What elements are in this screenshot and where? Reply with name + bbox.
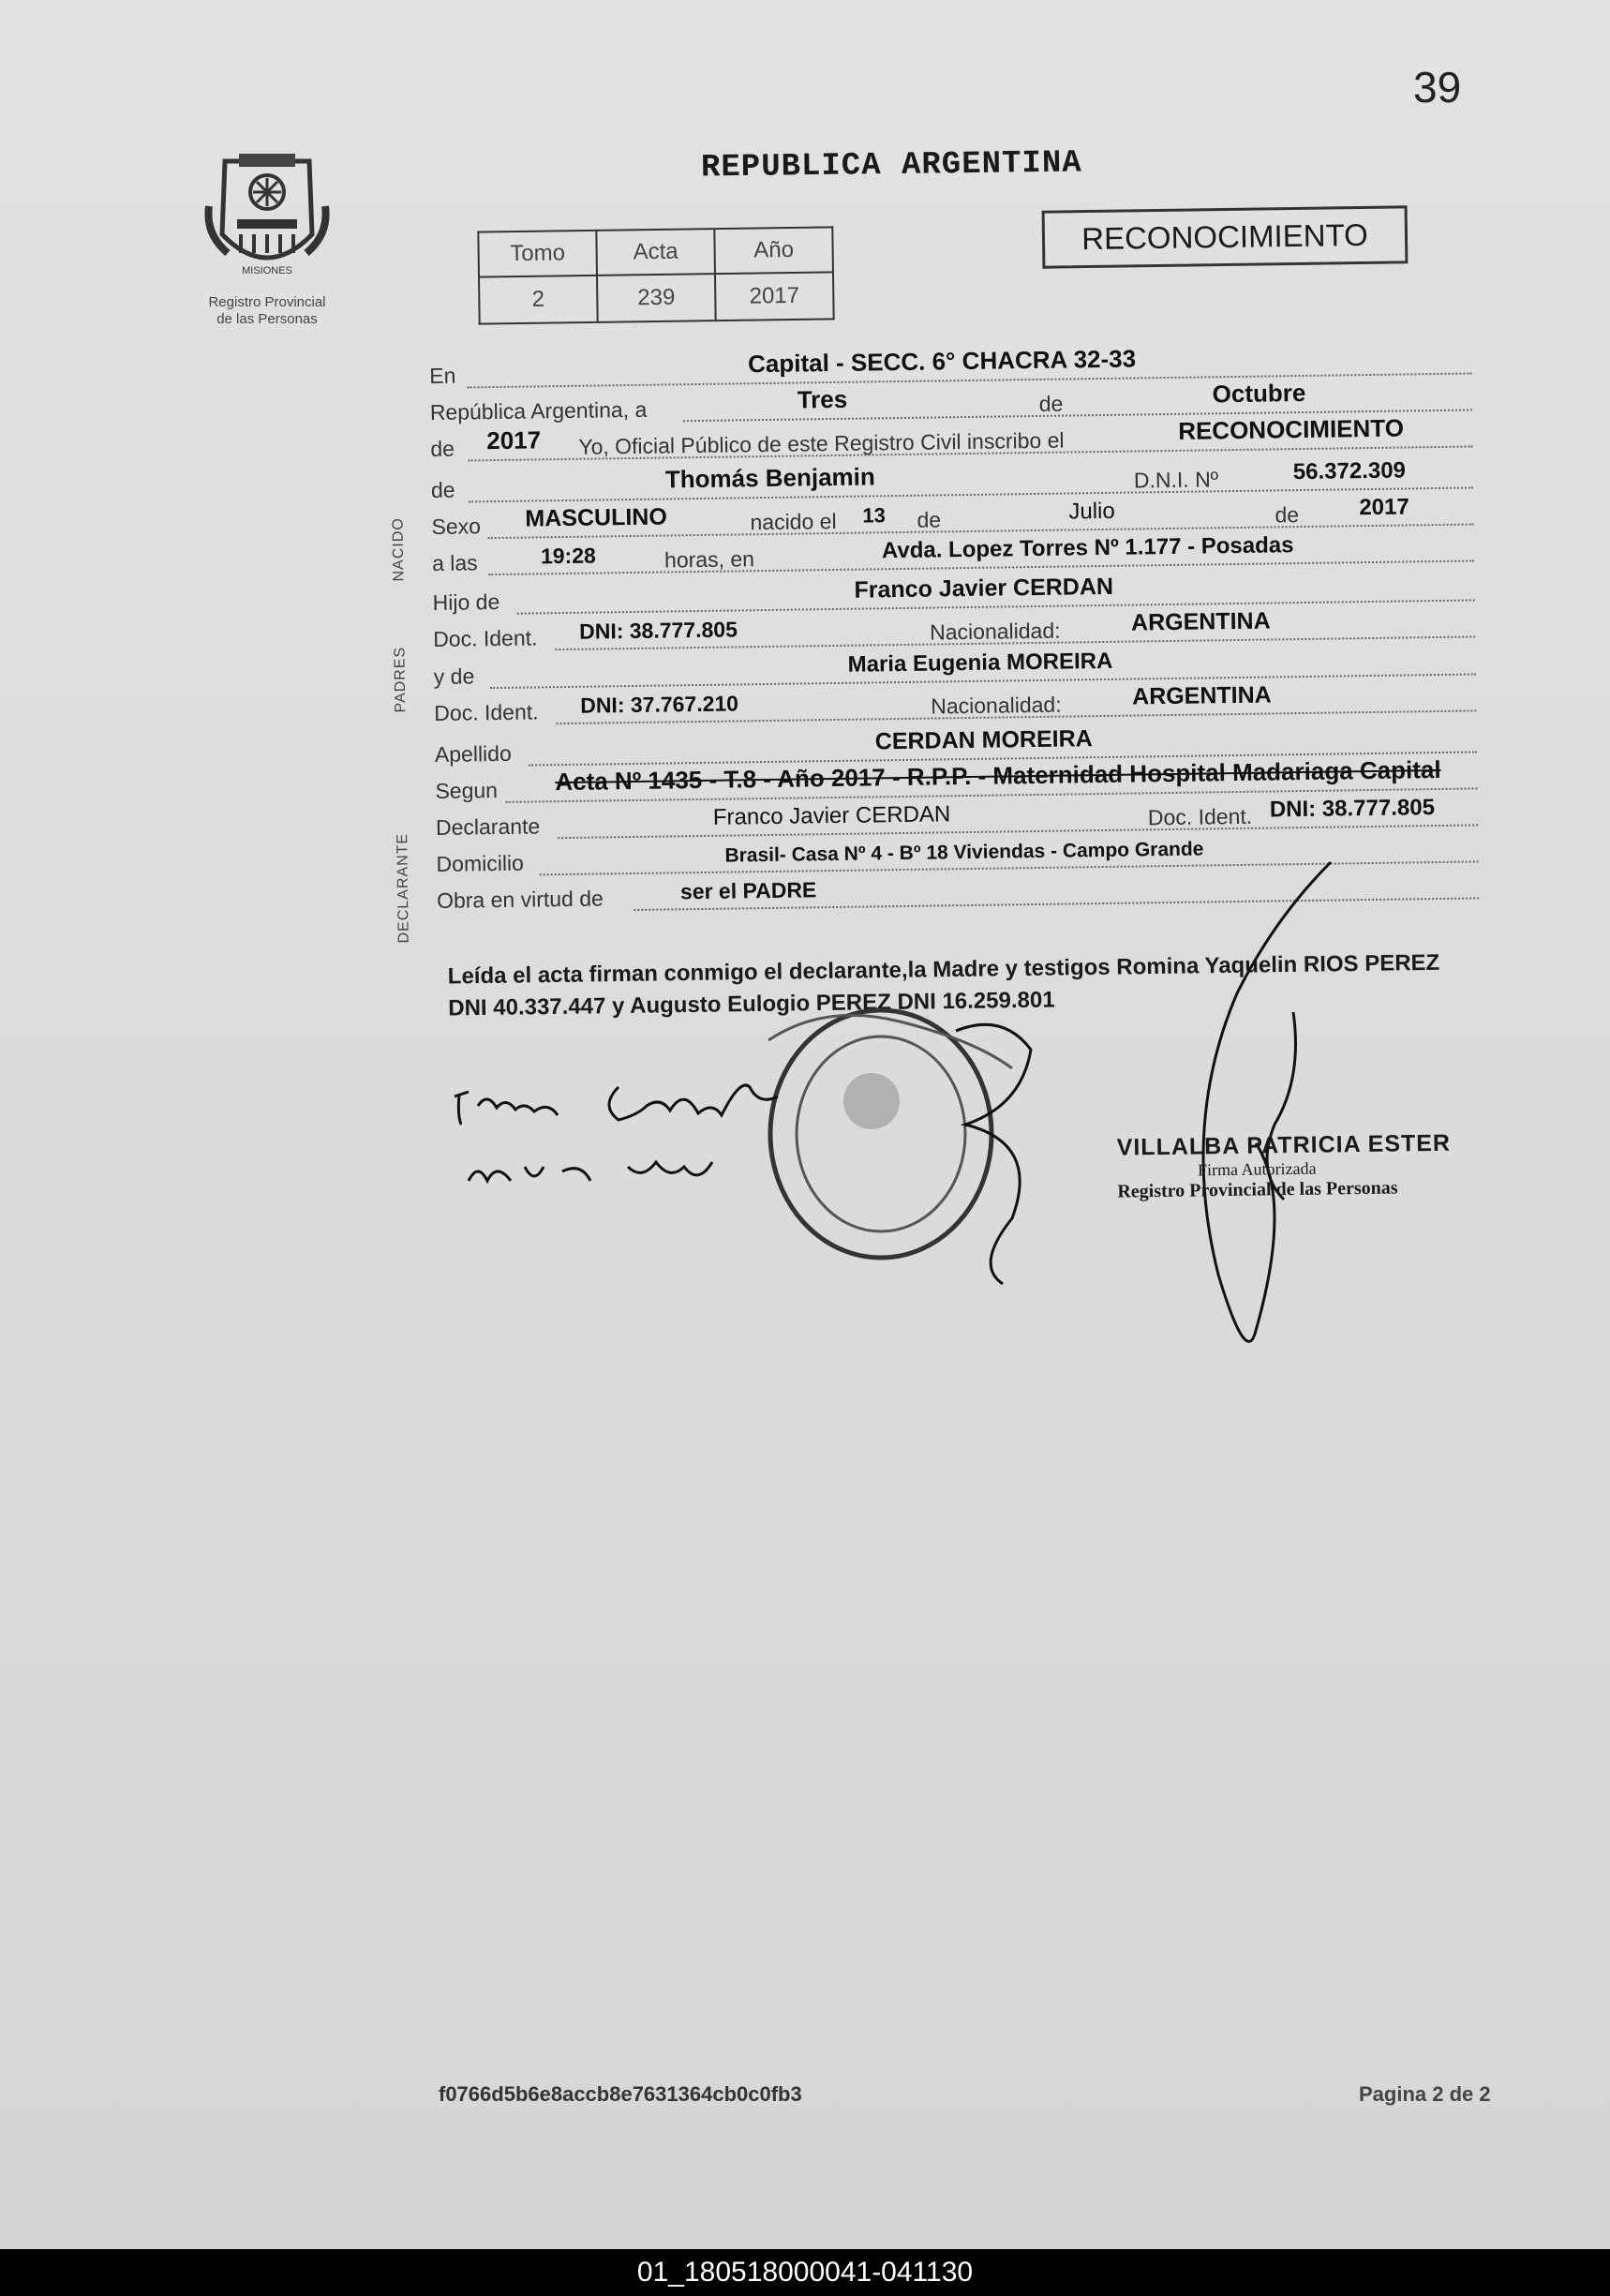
label-nacido-el: nacido el (750, 508, 837, 535)
official-role: Firma Autorizada (1197, 1158, 1317, 1180)
value-dia: Tres (797, 384, 848, 414)
svg-text:MISIONES: MISIONES (242, 265, 292, 276)
label-y-de: y de (433, 663, 475, 689)
label-doc-ident-1: Doc. Ident. (433, 625, 538, 651)
value-hora: 19:28 (540, 543, 596, 569)
value-padre: Franco Javier CERDAN (854, 573, 1114, 604)
book-value-acta: 239 (597, 274, 716, 322)
emblem-caption-line2: de las Personas (216, 311, 318, 327)
shield-emblem-icon (201, 150, 333, 291)
value-domicilio: Brasil- Casa Nº 4 - Bº 18 Viviendas - Campo Grande (724, 838, 1204, 867)
label-de-anio: de (430, 436, 455, 461)
side-label-nacido: NACIDO (390, 517, 408, 582)
country-title: REPUBLICA ARGENTINA (700, 145, 1082, 186)
page-of-label: Pagina 2 de 2 (1359, 2082, 1491, 2106)
label-segun: Segun (435, 778, 499, 803)
closing-statement: Leída el acta firman conmigo el declarante,la Madre y testigos Romina Yaquelin RIOS PEREZ DNI 40.337.447 y Augusto Eulogio PEREZ DNI 16.259.801 (447, 949, 1440, 1021)
label-de-mes: de (1038, 391, 1064, 416)
side-label-declarante: DECLARANTE (395, 832, 412, 944)
document-hash: f0766d5b6e8accb8e7631364cb0c0fb3 (439, 2082, 802, 2106)
value-segun: Acta Nº 1435 - T.8 - Año 2017 - R.P.P. - Maternidad Hospital Madariaga Capital (555, 754, 1441, 797)
value-padre-nac: ARGENTINA (1130, 607, 1271, 636)
label-a-las: a las (431, 550, 478, 575)
value-lugar-nac: Avda. Lopez Torres Nº 1.177 - Posadas (881, 532, 1294, 564)
value-dia-nac: 13 (862, 503, 887, 528)
official-block (1117, 1129, 1474, 1202)
label-republica: República Argentina, a (429, 396, 648, 425)
value-obra: ser el PADRE (679, 877, 817, 904)
book-header-acta: Acta (596, 229, 715, 276)
value-declarante-doc: DNI: 38.777.805 (1269, 795, 1436, 823)
file-id-bar: 01_180518000041-041130 (0, 2249, 1610, 2296)
value-acto: RECONOCIMIENTO (1177, 413, 1405, 445)
signature-franco-cerdan (440, 1050, 872, 1200)
value-anio: 2017 (486, 425, 542, 455)
value-dni: 56.372.309 (1292, 457, 1407, 485)
book-header-anio: Año (714, 227, 833, 274)
label-horas-en: horas, en (663, 546, 755, 573)
label-domicilio: Domicilio (436, 850, 525, 876)
value-lugar: Capital - SECC. 6° CHACRA 32-33 (747, 344, 1137, 379)
label-apellido: Apellido (434, 740, 512, 767)
value-anio-nac: 2017 (1359, 494, 1409, 521)
book-value-anio: 2017 (715, 272, 834, 321)
label-nacionalidad-2: Nacionalidad: (931, 692, 1062, 719)
page-number: 39 (1413, 63, 1462, 112)
label-sexo: Sexo (431, 514, 482, 539)
label-yo-oficial: Yo, Oficial Público de este Registro Civil inscribo el (578, 427, 1065, 459)
label-de-dia: de (917, 507, 942, 532)
label-doc-ident-decl: Doc. Ident. (1147, 803, 1253, 830)
value-mes: Octubre (1212, 378, 1306, 409)
signature-official (1162, 843, 1387, 1378)
signature-witness (890, 984, 1078, 1293)
label-doc-ident-2: Doc. Ident. (434, 699, 539, 725)
book-reference-table (477, 226, 834, 324)
official-org: Registro Provincial de las Personas (1117, 1177, 1398, 1202)
value-madre: Maria Eugenia MOREIRA (847, 648, 1113, 678)
label-dni: D.N.I. Nº (1133, 467, 1219, 493)
official-name: VILLALBA PATRICIA ESTER (1116, 1129, 1452, 1161)
side-label-padres: PADRES (392, 646, 410, 713)
label-de-nombre: de (430, 477, 455, 502)
record-form (390, 341, 1479, 944)
label-obra: Obra en virtud de (436, 886, 604, 913)
value-apellido: CERDAN MOREIRA (874, 725, 1093, 755)
value-nombre: Thomás Benjamin (664, 462, 875, 494)
label-de-anio-nac: de (1275, 502, 1300, 528)
label-hijo-de: Hijo de (432, 589, 500, 615)
value-madre-doc: DNI: 37.767.210 (580, 691, 739, 718)
label-en: En (429, 363, 456, 388)
value-declarante: Franco Javier CERDAN (712, 801, 951, 830)
label-nacionalidad-1: Nacionalidad: (929, 618, 1061, 645)
book-value-tomo: 2 (479, 276, 598, 324)
document-type-box: RECONOCIMIENTO (1042, 205, 1409, 268)
value-mes-nac: Julio (1068, 498, 1115, 525)
emblem-caption-line1: Registro Provincial (208, 294, 326, 310)
label-declarante: Declarante (435, 813, 541, 840)
value-sexo: MASCULINO (525, 503, 668, 532)
book-header-tomo: Tomo (478, 231, 597, 277)
value-padre-doc: DNI: 38.777.805 (578, 617, 738, 644)
value-madre-nac: ARGENTINA (1131, 681, 1272, 710)
provincial-emblem (187, 150, 347, 328)
